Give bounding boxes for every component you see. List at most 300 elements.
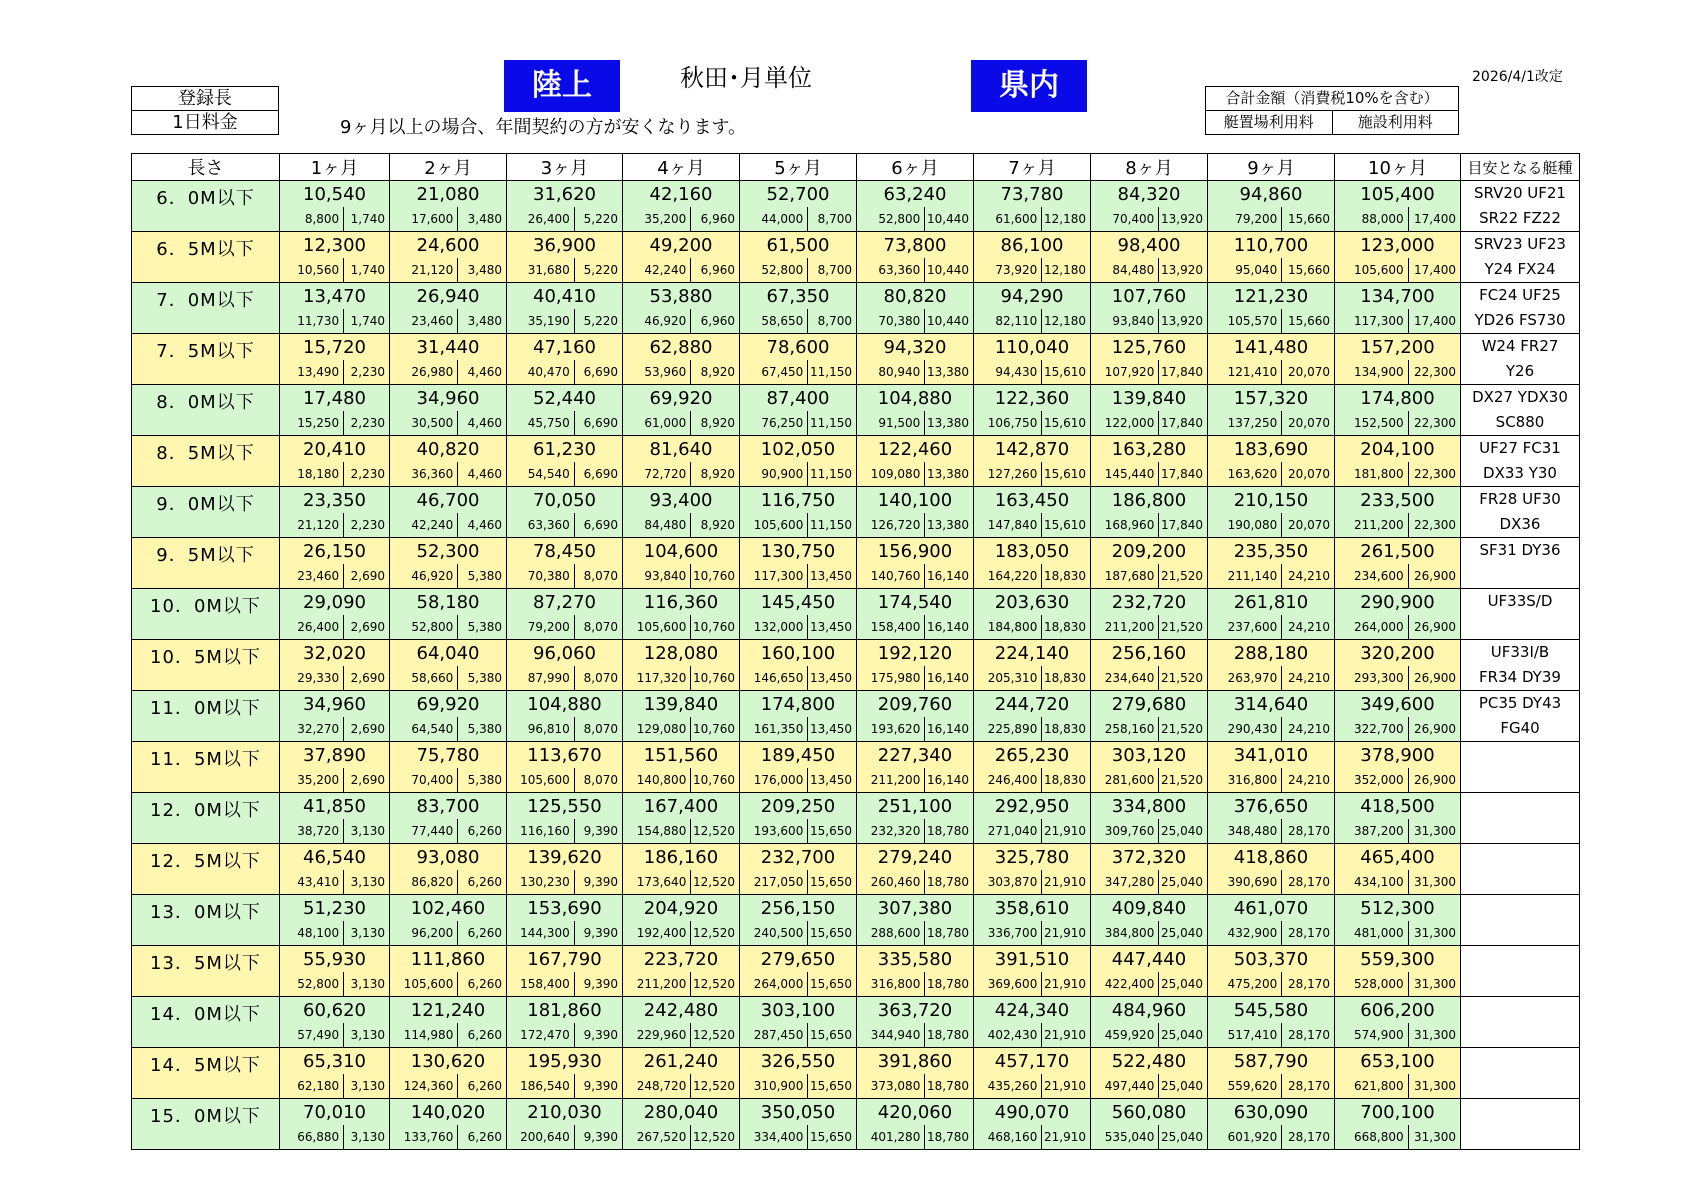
storage-fee: 264,000	[753, 977, 804, 991]
storage-fee: 70,400	[411, 773, 454, 787]
total-fee: 186,160	[623, 844, 740, 871]
fee-breakdown	[280, 1074, 390, 1099]
boat-type: FC24 UF25	[1479, 286, 1561, 304]
storage-fee: 281,600	[1104, 773, 1155, 787]
facility-fee: 24,210	[1281, 717, 1334, 741]
facility-fee: 15,650	[807, 921, 856, 945]
fee-breakdown	[857, 360, 974, 385]
storage-fee: 271,040	[987, 824, 1038, 838]
total-fee: 104,880	[857, 385, 974, 412]
fee-breakdown	[390, 1023, 507, 1048]
fee-breakdown	[1335, 360, 1461, 385]
facility-fee: 31,300	[1408, 1074, 1460, 1098]
total-fee: 418,860	[1208, 844, 1335, 871]
total-fee: 93,400	[623, 487, 740, 514]
storage-fee: 387,200	[1354, 824, 1404, 838]
table-row	[132, 844, 1580, 871]
fee-breakdown	[390, 615, 507, 640]
total-fee: 465,400	[1335, 844, 1461, 871]
total-fee: 424,340	[974, 997, 1091, 1024]
fee-breakdown	[857, 207, 974, 232]
storage-fee: 184,800	[987, 620, 1038, 634]
total-fee: 87,270	[507, 589, 623, 616]
total-fee: 141,480	[1208, 334, 1335, 361]
storage-fee: 80,940	[878, 365, 921, 379]
facility-fee: 8,920	[690, 462, 739, 486]
total-fee: 163,280	[1091, 436, 1208, 463]
total-fee: 78,450	[507, 538, 623, 565]
total-fee: 391,510	[974, 946, 1091, 973]
storage-fee: 54,540	[527, 467, 570, 481]
storage-fee: 17,600	[411, 212, 454, 226]
storage-fee: 316,800	[870, 977, 921, 991]
table-row	[132, 334, 1580, 361]
facility-fee: 15,650	[807, 1074, 856, 1098]
total-fee: 256,160	[1091, 640, 1208, 667]
facility-fee: 13,380	[924, 513, 973, 537]
storage-fee: 173,640	[636, 875, 687, 889]
total-fee: 78,600	[740, 334, 857, 361]
total-fee: 290,900	[1335, 589, 1461, 616]
table-row	[132, 283, 1580, 310]
total-fee: 372,320	[1091, 844, 1208, 871]
storage-fee: 67,450	[761, 365, 804, 379]
storage-fee: 193,620	[870, 722, 921, 736]
fee-breakdown	[623, 870, 740, 895]
fee-breakdown	[740, 819, 857, 844]
length-cell	[132, 334, 280, 385]
table-row-detail	[132, 513, 1580, 538]
total-fee: 223,720	[623, 946, 740, 973]
storage-fee: 481,000	[1354, 926, 1404, 940]
fee-breakdown	[1208, 921, 1335, 946]
fee-breakdown	[740, 360, 857, 385]
storage-fee: 18,180	[297, 467, 340, 481]
length-label: 15．0M以下	[150, 1106, 261, 1127]
storage-fee: 528,000	[1354, 977, 1404, 991]
facility-fee: 25,040	[1158, 1023, 1207, 1047]
facility-fee: 17,400	[1408, 309, 1460, 333]
total-fee: 52,700	[740, 181, 857, 208]
storage-fee: 211,200	[1104, 620, 1155, 634]
facility-fee: 26,900	[1408, 717, 1460, 741]
facility-fee: 2,230	[343, 360, 389, 384]
fee-breakdown	[1091, 360, 1208, 385]
total-fee: 174,800	[740, 691, 857, 718]
fee-breakdown	[1335, 921, 1461, 946]
fee-breakdown	[280, 1023, 390, 1048]
facility-fee: 17,840	[1158, 462, 1207, 486]
fee-breakdown	[740, 1125, 857, 1150]
fee-breakdown	[507, 768, 623, 793]
total-fee: 512,300	[1335, 895, 1461, 922]
fee-breakdown	[740, 207, 857, 232]
boat-type: FR34 DY39	[1479, 668, 1561, 686]
fee-breakdown	[1208, 1125, 1335, 1150]
total-fee: 105,400	[1335, 181, 1461, 208]
fee-breakdown	[1335, 870, 1461, 895]
facility-fee: 4,460	[457, 513, 506, 537]
fee-breakdown	[623, 360, 740, 385]
month-header: 9ヶ月	[1208, 154, 1335, 181]
fee-breakdown	[974, 972, 1091, 997]
key-total	[1205, 86, 1459, 110]
fee-breakdown	[623, 207, 740, 232]
facility-fee: 16,140	[924, 717, 973, 741]
total-fee: 49,200	[623, 232, 740, 259]
length-label: 8．0M以下	[156, 392, 255, 413]
total-fee: 167,790	[507, 946, 623, 973]
length-label: 11．5M以下	[150, 749, 261, 770]
total-fee: 210,150	[1208, 487, 1335, 514]
total-fee: 209,200	[1091, 538, 1208, 565]
total-fee: 111,860	[390, 946, 507, 973]
storage-fee: 290,430	[1227, 722, 1278, 736]
storage-fee: 121,410	[1227, 365, 1278, 379]
storage-fee: 127,260	[987, 467, 1038, 481]
total-fee: 23,350	[280, 487, 390, 514]
total-fee: 63,240	[857, 181, 974, 208]
table-header-row	[132, 154, 1580, 181]
facility-fee: 22,300	[1408, 462, 1460, 486]
fee-breakdown	[974, 717, 1091, 742]
storage-fee: 264,000	[1354, 620, 1404, 634]
boat-type: FG40	[1500, 719, 1540, 737]
fee-breakdown	[1208, 1023, 1335, 1048]
fee-breakdown	[1208, 207, 1335, 232]
storage-fee: 205,310	[987, 671, 1038, 685]
length-cell	[132, 181, 280, 232]
facility-fee: 21,520	[1158, 717, 1207, 741]
storage-fee: 234,640	[1104, 671, 1155, 685]
total-fee: 251,100	[857, 793, 974, 820]
fee-breakdown	[740, 921, 857, 946]
total-fee: 128,080	[623, 640, 740, 667]
total-fee: 335,580	[857, 946, 974, 973]
facility-fee: 10,760	[690, 615, 739, 639]
facility-fee: 11,150	[807, 513, 856, 537]
total-fee: 256,150	[740, 895, 857, 922]
facility-fee: 3,130	[343, 1023, 389, 1047]
table-row-detail	[132, 666, 1580, 691]
total-fee: 233,500	[1335, 487, 1461, 514]
total-fee: 261,500	[1335, 538, 1461, 565]
total-fee: 31,620	[507, 181, 623, 208]
facility-fee: 6,690	[574, 411, 622, 435]
storage-fee: 70,380	[527, 569, 570, 583]
table-row	[132, 742, 1580, 769]
facility-fee: 2,230	[343, 411, 389, 435]
fee-breakdown	[507, 1125, 623, 1150]
facility-fee: 6,960	[690, 258, 739, 282]
storage-fee: 152,500	[1354, 416, 1404, 430]
fee-breakdown	[390, 564, 507, 589]
total-fee: 51,230	[280, 895, 390, 922]
fee-breakdown	[857, 870, 974, 895]
storage-fee: 468,160	[987, 1130, 1038, 1144]
fee-breakdown	[1091, 258, 1208, 283]
storage-fee: 248,720	[636, 1079, 687, 1093]
facility-fee: 11,150	[807, 360, 856, 384]
facility-fee: 3,480	[457, 309, 506, 333]
storage-fee: 29,330	[297, 671, 340, 685]
facility-fee: 20,070	[1281, 411, 1334, 435]
storage-fee: 347,280	[1104, 875, 1155, 889]
total-fee: 409,840	[1091, 895, 1208, 922]
facility-fee: 10,440	[924, 258, 973, 282]
storage-fee: 43,410	[297, 875, 340, 889]
length-cell	[132, 589, 280, 640]
fee-breakdown	[1335, 207, 1461, 232]
storage-fee: 116,160	[520, 824, 570, 838]
table-row-detail	[132, 309, 1580, 334]
storage-fee: 66,880	[297, 1130, 340, 1144]
table-row-detail	[132, 870, 1580, 895]
storage-fee: 64,540	[411, 722, 454, 736]
facility-fee: 6,260	[457, 1023, 506, 1047]
fee-breakdown	[1208, 309, 1335, 334]
fee-breakdown	[1208, 819, 1335, 844]
total-fee: 204,100	[1335, 436, 1461, 463]
fee-breakdown	[390, 1074, 507, 1099]
facility-fee: 10,760	[690, 768, 739, 792]
fee-breakdown	[390, 360, 507, 385]
fee-breakdown	[507, 666, 623, 691]
key-registered-length: 登録長	[178, 88, 232, 109]
storage-fee: 190,080	[1227, 518, 1278, 532]
storage-fee: 334,400	[753, 1130, 804, 1144]
total-fee: 87,400	[740, 385, 857, 412]
facility-fee: 10,760	[690, 564, 739, 588]
storage-fee: 21,120	[297, 518, 340, 532]
fee-breakdown	[280, 819, 390, 844]
facility-fee: 6,960	[690, 207, 739, 231]
facility-fee: 17,840	[1158, 360, 1207, 384]
storage-fee: 15,250	[297, 416, 340, 430]
total-fee: 10,540	[280, 181, 390, 208]
facility-fee: 11,150	[807, 462, 856, 486]
total-fee: 358,610	[974, 895, 1091, 922]
total-fee: 93,080	[390, 844, 507, 871]
storage-fee: 44,000	[761, 212, 804, 226]
fee-breakdown	[1091, 1023, 1208, 1048]
key-total-label: 合計金額（消費税10%を含む）	[1225, 89, 1439, 107]
total-fee: 209,250	[740, 793, 857, 820]
fee-breakdown	[623, 717, 740, 742]
fee-breakdown	[280, 462, 390, 487]
facility-fee: 3,130	[343, 972, 389, 996]
storage-fee: 61,600	[995, 212, 1038, 226]
storage-fee: 63,360	[878, 263, 921, 277]
facility-fee: 21,910	[1041, 819, 1090, 843]
fee-breakdown	[623, 1074, 740, 1099]
storage-fee: 336,700	[987, 926, 1038, 940]
storage-fee: 288,600	[870, 926, 921, 940]
fee-breakdown	[280, 615, 390, 640]
storage-fee: 31,680	[527, 263, 570, 277]
storage-fee: 96,200	[411, 926, 454, 940]
facility-fee: 8,920	[690, 513, 739, 537]
total-fee: 125,760	[1091, 334, 1208, 361]
boat-types-cell	[1461, 232, 1580, 283]
table-row	[132, 946, 1580, 973]
boat-type: UF33S/D	[1487, 592, 1553, 610]
storage-fee: 352,000	[1354, 773, 1404, 787]
facility-fee: 3,130	[343, 1074, 389, 1098]
facility-fee: 24,210	[1281, 666, 1334, 690]
facility-fee: 24,210	[1281, 564, 1334, 588]
fee-breakdown	[857, 258, 974, 283]
total-fee: 157,200	[1335, 334, 1461, 361]
total-fee: 110,700	[1208, 232, 1335, 259]
facility-fee: 17,400	[1408, 258, 1460, 282]
month-header: 3ヶ月	[507, 154, 623, 181]
total-fee: 279,240	[857, 844, 974, 871]
facility-fee: 10,440	[924, 309, 973, 333]
total-fee: 140,020	[390, 1099, 507, 1126]
storage-fee: 434,100	[1354, 875, 1404, 889]
facility-fee: 4,460	[457, 462, 506, 486]
fee-breakdown	[390, 513, 507, 538]
storage-fee: 176,000	[753, 773, 804, 787]
total-fee: 104,880	[507, 691, 623, 718]
storage-fee: 70,380	[878, 314, 921, 328]
facility-fee: 8,700	[807, 309, 856, 333]
facility-fee: 15,610	[1041, 360, 1090, 384]
storage-fee: 517,410	[1227, 1028, 1278, 1042]
fee-breakdown	[507, 615, 623, 640]
fee-breakdown	[507, 972, 623, 997]
length-cell	[132, 283, 280, 334]
storage-fee: 140,800	[636, 773, 687, 787]
facility-fee: 10,440	[924, 207, 973, 231]
table-row-detail	[132, 462, 1580, 487]
boat-types-cell	[1461, 997, 1580, 1048]
table-row-detail	[132, 972, 1580, 997]
table-row	[132, 640, 1580, 667]
table-row-detail	[132, 717, 1580, 742]
facility-fee: 22,300	[1408, 513, 1460, 537]
facility-fee: 18,780	[924, 1023, 973, 1047]
total-fee: 224,140	[974, 640, 1091, 667]
fee-breakdown	[390, 411, 507, 436]
fee-breakdown	[740, 1023, 857, 1048]
length-cell	[132, 844, 280, 895]
boat-type: SRV20 UF21	[1474, 184, 1566, 202]
storage-fee: 40,470	[527, 365, 570, 379]
fee-breakdown	[1091, 615, 1208, 640]
storage-fee: 117,320	[636, 671, 687, 685]
total-fee: 130,620	[390, 1048, 507, 1075]
storage-fee: 82,110	[995, 314, 1038, 328]
length-cell	[132, 232, 280, 283]
key-breakdown	[1205, 110, 1459, 135]
facility-fee: 31,300	[1408, 1023, 1460, 1047]
facility-fee: 21,910	[1041, 1074, 1090, 1098]
boat-type: YD26 FS730	[1474, 311, 1566, 329]
facility-fee: 18,780	[924, 972, 973, 996]
total-fee: 107,760	[1091, 283, 1208, 310]
length-cell	[132, 1048, 280, 1099]
table-row-detail	[132, 1125, 1580, 1150]
facility-fee: 6,690	[574, 462, 622, 486]
fee-breakdown	[1091, 462, 1208, 487]
fee-breakdown	[390, 819, 507, 844]
fee-breakdown	[857, 666, 974, 691]
facility-fee: 15,660	[1281, 258, 1334, 282]
fee-table	[131, 153, 1580, 1150]
storage-fee: 137,250	[1227, 416, 1278, 430]
total-fee: 235,350	[1208, 538, 1335, 565]
fee-breakdown	[1091, 1125, 1208, 1150]
total-fee: 84,320	[1091, 181, 1208, 208]
storage-fee: 124,360	[403, 1079, 454, 1093]
fee-breakdown	[857, 564, 974, 589]
total-fee: 183,690	[1208, 436, 1335, 463]
total-fee: 46,700	[390, 487, 507, 514]
facility-fee: 21,910	[1041, 972, 1090, 996]
fee-breakdown	[974, 1023, 1091, 1048]
fee-breakdown	[280, 513, 390, 538]
fee-breakdown	[1208, 870, 1335, 895]
boat-types-cell	[1461, 181, 1580, 232]
storage-fee: 293,300	[1354, 671, 1404, 685]
facility-fee: 13,380	[924, 411, 973, 435]
storage-fee: 175,980	[870, 671, 921, 685]
facility-fee: 4,460	[457, 411, 506, 435]
facility-fee: 16,140	[924, 564, 973, 588]
facility-fee: 12,520	[690, 1074, 739, 1098]
total-fee: 325,780	[974, 844, 1091, 871]
total-fee: 15,720	[280, 334, 390, 361]
storage-fee: 106,750	[987, 416, 1038, 430]
fee-breakdown	[280, 717, 390, 742]
table-row-detail	[132, 1023, 1580, 1048]
fee-breakdown	[1335, 1023, 1461, 1048]
storage-fee: 132,000	[753, 620, 804, 634]
storage-fee: 91,500	[878, 416, 921, 430]
boat-types-cell	[1461, 742, 1580, 793]
storage-fee: 52,800	[761, 263, 804, 277]
facility-fee: 8,700	[807, 258, 856, 282]
fee-breakdown	[1208, 615, 1335, 640]
length-cell	[132, 538, 280, 589]
facility-fee: 3,480	[457, 207, 506, 231]
facility-fee: 6,690	[574, 513, 622, 537]
storage-fee: 105,600	[520, 773, 570, 787]
storage-fee: 105,570	[1227, 314, 1278, 328]
total-fee: 26,940	[390, 283, 507, 310]
storage-fee: 96,810	[527, 722, 570, 736]
total-fee: 60,620	[280, 997, 390, 1024]
facility-fee: 8,070	[574, 564, 622, 588]
fee-breakdown	[390, 462, 507, 487]
facility-fee: 8,700	[807, 207, 856, 231]
fee-breakdown	[1335, 666, 1461, 691]
key-storage-fee: 艇置場利用料	[1223, 113, 1314, 131]
total-fee: 391,860	[857, 1048, 974, 1075]
fee-breakdown	[974, 207, 1091, 232]
storage-fee: 35,190	[527, 314, 570, 328]
fee-breakdown	[623, 411, 740, 436]
fee-breakdown	[390, 768, 507, 793]
fee-breakdown	[623, 819, 740, 844]
storage-fee: 114,980	[403, 1028, 454, 1042]
storage-fee: 316,800	[1227, 773, 1278, 787]
total-fee: 139,840	[623, 691, 740, 718]
facility-fee: 21,520	[1158, 615, 1207, 639]
storage-fee: 93,840	[644, 569, 687, 583]
